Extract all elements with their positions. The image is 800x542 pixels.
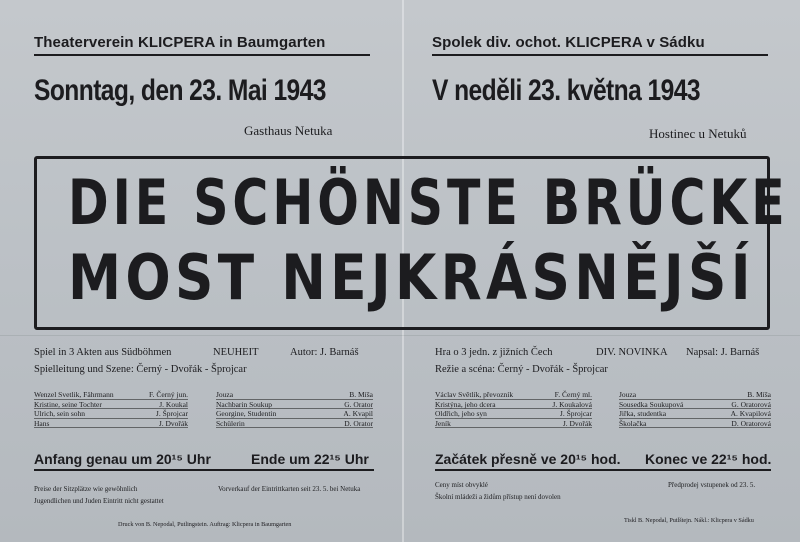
novelty-de: NEUHEIT — [213, 347, 259, 358]
end-time-cz: Konec ve 22¹⁵ hod. — [645, 451, 772, 467]
title-czech: MOST NEJKRÁSNĚJŠÍ — [68, 241, 755, 314]
paper-fold — [0, 335, 800, 336]
cast-row: Jeník J. Dvořák — [435, 418, 592, 428]
cast-row: Wenzel Svetlik, Fährmann F. Černý jun. — [34, 390, 188, 399]
cast-row: Georgine, Studentin A. Kvapil — [216, 409, 373, 419]
direction-cz: Režie a scéna: Černý - Dvořák - Šprojcar — [435, 364, 608, 375]
presale-de: Vorverkauf der Eintrittkarten seit 23. 5. bei Netuka — [218, 485, 361, 493]
play-info-cz: Hra o 3 jedn. z jižních Čech — [435, 347, 553, 358]
cast-row: Kristine, seine Tochter J. Koukal — [34, 399, 188, 409]
cast-row: Schülerin D. Orator — [216, 418, 373, 428]
header-rule — [34, 54, 370, 56]
title-german: DIE SCHÖNSTE BRÜCKE — [68, 166, 789, 239]
cast-row: Nachbarin Soukup G. Orator — [216, 399, 373, 409]
date-prefix-de: Sonntag, den — [34, 74, 183, 107]
author-cz: Napsal: J. Barnáš — [686, 347, 760, 358]
cast-row: Jiřka, studentka A. Kvapilová — [619, 409, 771, 419]
novelty-cz: DIV. NOVINKA — [596, 347, 668, 358]
cast-row: Jouza B. Míša — [216, 390, 373, 399]
cast-list-cz-right — [619, 390, 771, 428]
cast-list-cz-left — [435, 390, 592, 428]
society-name-cz: Spolek div. ochot. KLICPERA v Sádku — [432, 34, 705, 51]
prices-cz: Ceny míst obvyklé — [435, 481, 488, 489]
prices-de: Preise der Sitzplätze wie gewöhnlich — [34, 485, 138, 493]
header-rule — [432, 54, 768, 56]
time-rule — [34, 469, 374, 471]
printer-cz: Tiskl B. Nepodal, Putlštejn. Nákl.: Klicpera v Sádku — [624, 517, 754, 524]
youth-notice-cz: Školní mládeži a židům přístup není dovolen — [435, 493, 561, 501]
direction-de: Spielleitung und Szene: Černý - Dvořák - Šprojcar — [34, 364, 247, 375]
cast-list-de-right — [216, 390, 373, 428]
cast-row: Hans J. Dvořák — [34, 418, 188, 428]
cast-row: Oldřich, jeho syn J. Šprojcar — [435, 409, 592, 419]
play-info-de: Spiel in 3 Akten aus Südböhmen — [34, 347, 172, 358]
date-de: 23. Mai 1943 — [189, 74, 326, 107]
date-line-de — [34, 74, 326, 108]
youth-notice-de: Jugendlichen und Juden Eintritt nicht gestattet — [34, 497, 164, 505]
time-rule — [435, 469, 771, 471]
cast-row: Školačka D. Oratorová — [619, 418, 771, 428]
cast-row: Kristýna, jeho dcera J. Koukalová — [435, 399, 592, 409]
cast-row: Ulrich, sein sohn J. Šprojcar — [34, 409, 188, 419]
presale-cz: Předprodej vstupenek od 23. 5. — [668, 481, 756, 489]
cast-row: Sousedka Soukupová G. Oratorová — [619, 399, 771, 409]
venue-de: Gasthaus Netuka — [244, 123, 333, 138]
cast-row: Václav Světlík, převozník F. Černý ml. — [435, 390, 592, 399]
author-de: Autor: J. Barnáš — [290, 347, 359, 358]
start-time-de: Anfang genau um 20¹⁵ Uhr — [34, 451, 211, 467]
venue-cz: Hostinec u Netuků — [649, 126, 747, 141]
society-name-de: Theaterverein KLICPERA in Baumgarten — [34, 34, 326, 51]
date-cz: V neděli 23. května 1943 — [432, 74, 700, 107]
cast-list-de-left — [34, 390, 188, 428]
cast-row: Jouza B. Míša — [619, 390, 771, 399]
end-time-de: Ende um 22¹⁵ Uhr — [251, 451, 369, 467]
printer-de: Druck von B. Nepodal, Putlingstein. Auftrag: Klicpera in Baumgarten — [118, 521, 292, 528]
start-time-cz: Začátek přesně ve 20¹⁵ hod. — [435, 451, 621, 467]
